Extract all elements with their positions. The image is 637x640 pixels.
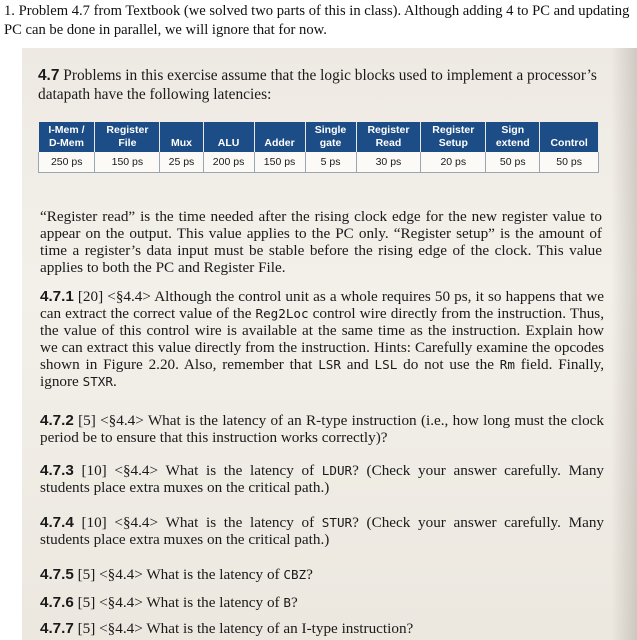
table-cell: 250 ps	[39, 152, 95, 173]
table-cell: 150 ps	[254, 152, 305, 173]
col-register-read: Register Read	[356, 122, 421, 152]
question-4-7-5: 4.7.5 [5] <§4.4> What is the latency of CBZ?	[40, 566, 313, 583]
col-mux: Mux	[160, 122, 203, 152]
question-number: 4.7.7	[40, 620, 74, 637]
code-term: B	[283, 595, 291, 610]
latency-table	[38, 122, 599, 173]
question-4-7-4: 4.7.4 [10] <§4.4> What is the latency of STUR? (Check your answer carefully. Many students place extra muxes on the critical path.)	[40, 514, 605, 548]
col-sign-extend: Sign extend	[486, 122, 540, 152]
col-register-setup: Register Setup	[421, 122, 486, 152]
col-control: Control	[540, 122, 599, 152]
problem-number: 4.7	[38, 67, 60, 84]
question-number: 4.7.4	[40, 514, 74, 531]
code-term: STXR	[82, 374, 113, 389]
latency-table-value-row	[39, 152, 599, 173]
assignment-header: 1. Problem 4.7 from Textbook (we solved two parts of this in class). Although adding 4 to PC and updating PC can be done in parallel, we will ignore that for now.	[4, 3, 630, 38]
question-number: 4.7.5	[40, 566, 74, 583]
textbook-page	[22, 48, 637, 640]
register-description: “Register read” is the time needed after the rising clock edge for the new register value to appear on the output. This value applies to the PC only. “Register setup” is the amount of time a register’s data input must be stable before the rising edge of the clock. This value applies to both the PC and Register File.	[40, 208, 602, 276]
table-cell: 30 ps	[356, 152, 421, 173]
table-cell: 5 ps	[305, 152, 356, 173]
question-number: 4.7.3	[40, 462, 74, 479]
page-edge-shadow	[611, 48, 637, 640]
question-meta: [10] <§4.4>	[81, 514, 159, 531]
code-term: LSR	[318, 357, 341, 372]
col-single-gate: Single gate	[305, 122, 356, 152]
problem-intro	[38, 66, 598, 104]
table-cell: 200 ps	[203, 152, 254, 173]
question-4-7-2: 4.7.2 [5] <§4.4> What is the latency of an R-type instruction (i.e., how long must the clock period be to ensure that this instruction works correctly)?	[40, 412, 604, 446]
question-number: 4.7.6	[40, 594, 74, 611]
code-term: Reg2Loc	[255, 306, 309, 321]
table-cell: 25 ps	[160, 152, 203, 173]
question-meta: [5] <§4.4>	[77, 594, 143, 611]
question-number: 4.7.1	[40, 288, 74, 305]
table-cell: 50 ps	[486, 152, 540, 173]
question-4-7-3: 4.7.3 [10] <§4.4> What is the latency of LDUR? (Check your answer carefully. Many students place extra muxes on the critical path.)	[40, 462, 605, 496]
question-4-7-6: 4.7.6 [5] <§4.4> What is the latency of B?	[40, 594, 298, 611]
col-register-file: Register File	[95, 122, 160, 152]
code-term: Rm	[499, 357, 515, 372]
question-meta: [20] <§4.4>	[77, 288, 151, 305]
code-term: LSL	[374, 357, 398, 372]
table-cell: 50 ps	[540, 152, 599, 173]
code-term: CBZ	[283, 567, 307, 582]
question-4-7-7: 4.7.7 [5] <§4.4> What is the latency of an I-type instruction?	[40, 620, 414, 637]
question-number: 4.7.2	[40, 412, 74, 429]
question-meta: [5] <§4.4>	[77, 566, 143, 583]
problem-intro-text: Problems in this exercise assume that the logic blocks used to implement a processor’s datapath have the following latencies:	[38, 67, 597, 103]
code-term: STUR	[321, 515, 353, 530]
code-term: LDUR	[321, 463, 353, 478]
col-imem-dmem: I-Mem / D-Mem	[39, 122, 95, 152]
question-meta: [10] <§4.4>	[81, 462, 159, 479]
question-meta: [5] <§4.4>	[78, 412, 144, 429]
col-alu: ALU	[203, 122, 254, 152]
col-adder: Adder	[254, 122, 305, 152]
table-cell: 20 ps	[421, 152, 486, 173]
latency-table-header-row	[39, 122, 599, 152]
question-4-7-1: 4.7.1 [20] <§4.4> Although the control unit as a whole requires 50 ps, it so happens that we can extract the correct value of the Reg2Loc control wire directly from the instruction. Thus, the value of this control wire is available at the same time as the instruction. Explain how we can extract this value directly from the instruction. Hints: Carefully examine the opcodes shown in Figure 2.20. Also, remember that LSR and LSL do not use the Rm field. Finally, ignore STXR.	[40, 288, 605, 390]
question-meta: [5] <§4.4>	[77, 620, 143, 637]
table-cell: 150 ps	[95, 152, 160, 173]
